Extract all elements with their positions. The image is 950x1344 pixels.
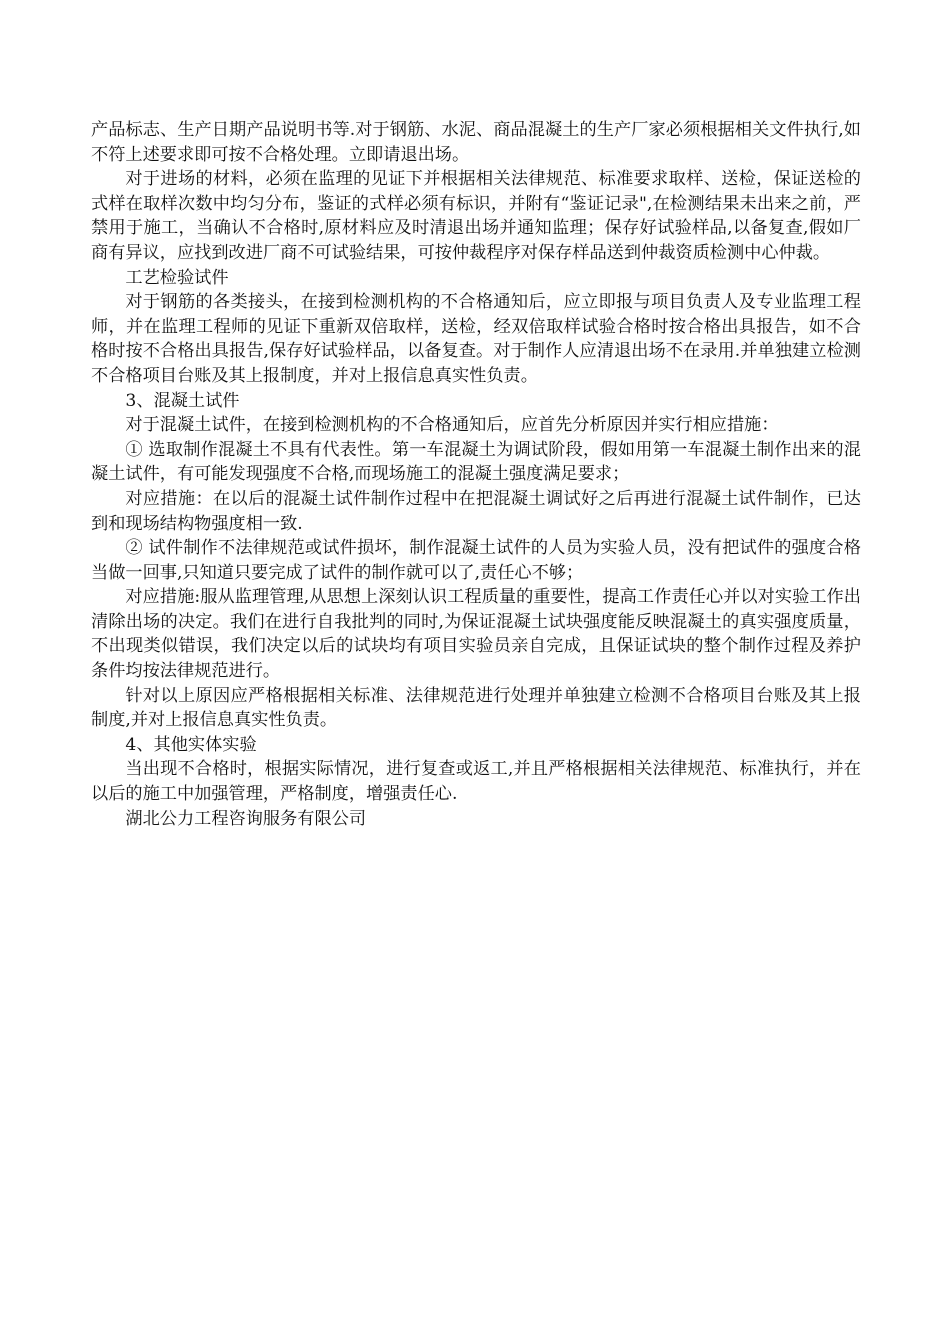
paragraph-incoming-materials: 对于进场的材料，必须在监理的见证下并根据相关法律规范、标准要求取样、送检，保证送检的式样在取样次数中均匀分布，鉴证的式样必须有标识，并附有“鉴证记录",在检测结果未出来之前，严禁用于施工，当确认不合格时,原材料应及时清退出场并通知监理；保存好试验样品,以备复查,假如厂商有异议，应找到改进厂商不可试验结果，可按仲裁程序对保存样品送到仲裁资质检测中心仲裁。 — [91, 169, 861, 263]
heading-concrete-test-pieces: 3、混凝土试件 — [125, 390, 240, 411]
paragraph-other-tests: 当出现不合格时，根据实际情况，进行复查或返工,并且严格根据相关法律规范、标准执行，并在以后的施工中加强管理，严格制度，增强责任心. — [91, 759, 861, 805]
paragraph-cause-two: ② 试件制作不法律规范或试件损坏，制作混凝土试件的人员为实验人员，没有把试件的强度合格当做一回事,只知道只要完成了试件的制作就可以了,责任心不够； — [91, 538, 861, 583]
heading-other-tests: 4、其他实体实验 — [125, 734, 257, 755]
paragraph-measure-two: 对应措施:服从监理管理,从思想上深刻认识工程质量的重要性，提高工作责任心并以对实验工作出清除出场的决定。我们在进行自我批判的同时,为保证混凝土试块强度能反映混凝土的真实强度质量，不出现类似错误，我们决定以后的试块均有项目实验员亲自完成，且保证试块的整个制作过程及养护条件均按法律规范进行。 — [91, 587, 861, 682]
heading-process-test-pieces: 工艺检验试件 — [125, 267, 229, 288]
paragraph-measure-one: 对应措施：在以后的混凝土试件制作过程中在把混凝土调试好之后再进行混凝土试件制作，已达到和现场结构物强度相一致. — [91, 488, 861, 534]
paragraph-concrete-intro: 对于混凝土试件，在接到检测机构的不合格通知后，应首先分析原因并实行相应措施： — [125, 415, 779, 436]
company-name: 湖北公力工程咨询服务有限公司 — [125, 808, 367, 829]
document-body — [91, 118, 861, 831]
paragraph-rebar-joints: 对于钢筋的各类接头，在接到检测机构的不合格通知后，应立即报与项目负责人及专业监理工程师，并在监理工程师的见证下重新双倍取样，送检，经双倍取样试验合格时按合格出具报告，如不合格时按不合格出具报告,保存好试验样品，以备复查。对于制作人应清退出场不在录用.并单独建立检测不合格项目台账及其上报制度，并对上报信息真实性负责。 — [91, 292, 861, 386]
paragraph-summary: 针对以上原因应严格根据相关标准、法律规范进行处理并单独建立检测不合格项目台账及其上报制度,并对上报信息真实性负责。 — [91, 685, 861, 731]
paragraph-cause-one: ① 选取制作混凝土不具有代表性。第一车混凝土为调试阶段，假如用第一车混凝土制作出来的混凝土试件，有可能发现强度不合格,而现场施工的混凝土强度满足要求； — [91, 439, 861, 485]
paragraph-product-labels: 产品标志、生产日期产品说明书等.对于钢筋、水泥、商品混凝土的生产厂家必须根据相关文件执行,如不符上述要求即可按不合格处理。立即请退出场。 — [91, 120, 861, 165]
